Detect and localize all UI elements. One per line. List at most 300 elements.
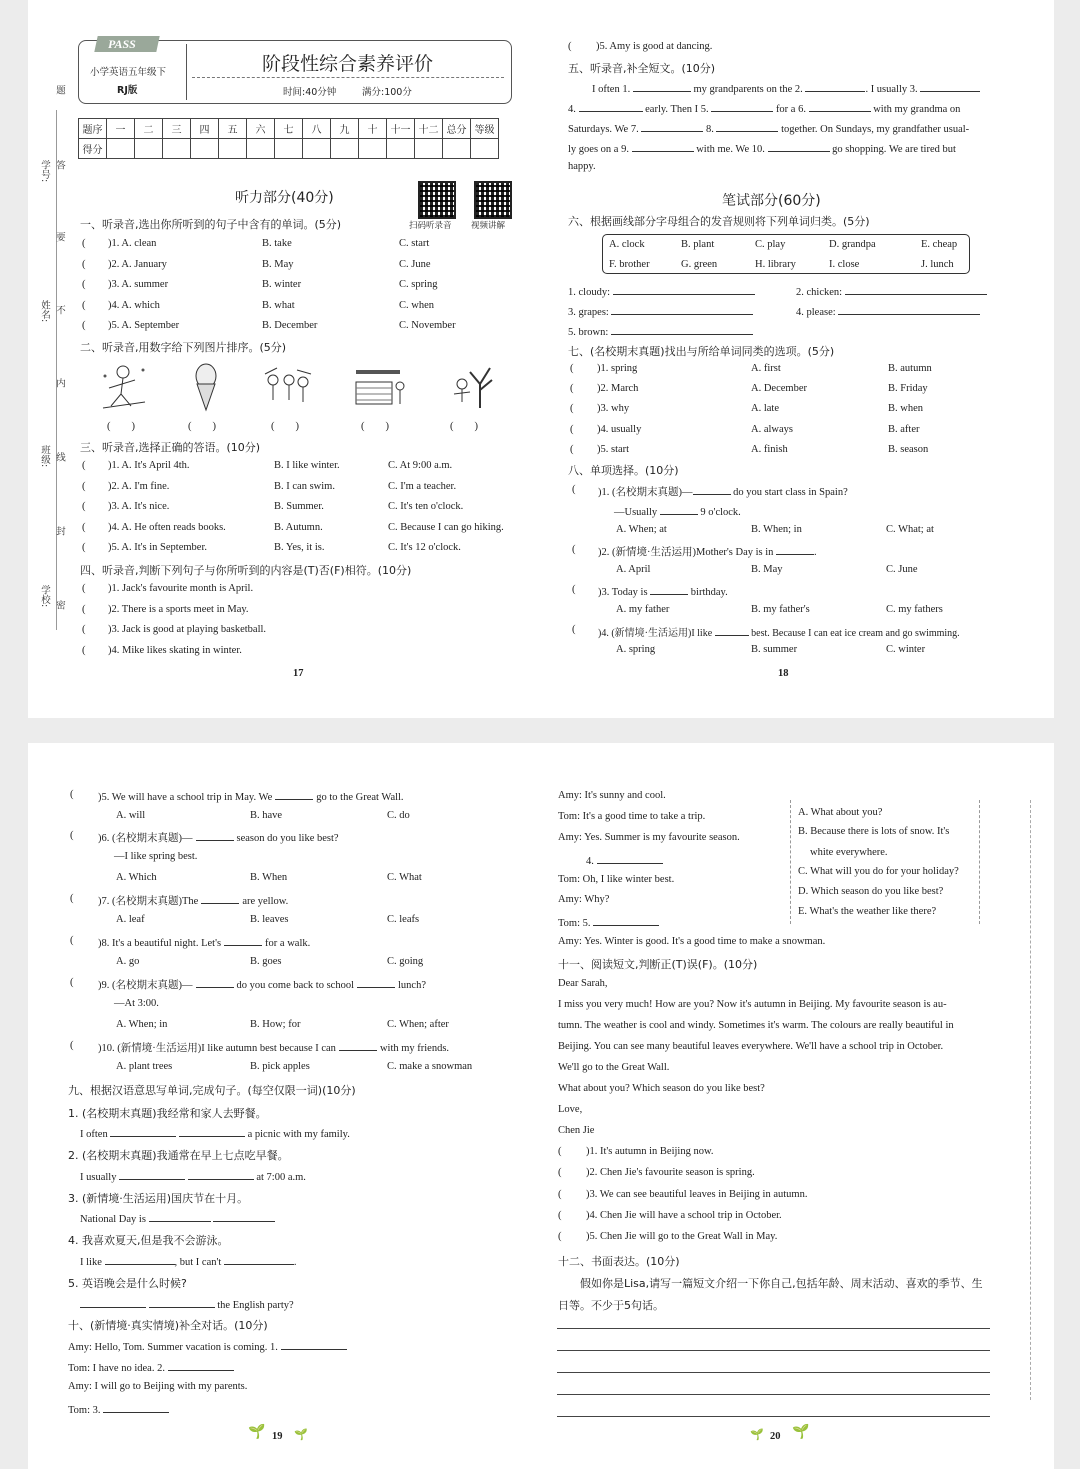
s1-b-4: B. what (262, 299, 295, 311)
s4-paren-4[interactable]: ( (82, 644, 86, 656)
score-header-cell: 十 (359, 119, 387, 139)
writing-line-1[interactable] (557, 1328, 990, 1329)
s11-item-2: )2. Chen Jie's favourite season is spring. (586, 1167, 755, 1179)
p19-question-9 (98, 977, 426, 992)
score-entry-cell[interactable] (443, 139, 471, 159)
s3-b-4: B. Autumn. (274, 521, 323, 533)
s9-i1b: a picnic with my family. (247, 1129, 350, 1140)
p19-q5-opt-2: C. do (387, 810, 410, 821)
p19-q5-blank-1[interactable] (275, 789, 313, 800)
s10-b3[interactable] (103, 1402, 169, 1413)
s3-paren-5[interactable]: ( (82, 542, 86, 553)
s8-q4-opt-c: C. winter (886, 644, 926, 655)
blank-6[interactable] (809, 101, 871, 112)
p19-paren-6[interactable]: ( (70, 830, 74, 841)
header-divider (186, 44, 187, 100)
blank-7[interactable] (641, 121, 703, 132)
kids-tree-picture (440, 362, 500, 412)
qr-code-video[interactable] (474, 181, 512, 219)
p20-blank-5[interactable] (593, 915, 659, 926)
opt-b: B. Because there is lots of snow. It's (798, 826, 950, 837)
score-table (78, 118, 499, 159)
s5-l5: happy. (568, 161, 596, 172)
word-g: G. green (681, 259, 718, 270)
word-h: H. library (755, 259, 796, 270)
p19-q8-blank-1[interactable] (224, 935, 262, 946)
title-rule (192, 77, 504, 78)
s8-q4-paren: ( (572, 624, 576, 635)
margin-label-school: 学校: (39, 585, 50, 608)
p19-q10-blank-1[interactable] (339, 1040, 377, 1051)
margin-cut-2: 答 (54, 160, 65, 170)
s7-paren-5[interactable]: ( (570, 443, 574, 455)
pic-slot-2[interactable]: ( ) (188, 421, 216, 432)
p18-paren: ( (568, 41, 572, 52)
score-header-cell: 三 (163, 119, 191, 139)
s8-q1: )1. (名校期末真题)— (598, 487, 693, 498)
s8-q3b: birthday. (690, 587, 728, 598)
p19-q7-opt-0: A. leaf (116, 914, 145, 925)
s9-b5[interactable] (149, 1211, 211, 1222)
s8-q3: )3. Today is (598, 587, 648, 598)
s10-l1: Amy: Hello, Tom. Summer vacation is coming. 1. (68, 1342, 278, 1353)
s11-paren-3[interactable]: ( (558, 1188, 562, 1200)
p19-paren-5[interactable]: ( (70, 789, 74, 800)
section-3-title: 三、听录音,选择正确的答语。(10分) (80, 441, 261, 454)
p19-question-8 (98, 935, 310, 949)
score-entry-cell[interactable] (247, 139, 275, 159)
page-number-17: 17 (293, 668, 304, 679)
s1-paren-1[interactable]: ( (82, 238, 86, 249)
s5-l1b: my grandparents on the 2. (693, 84, 803, 95)
s7-b-3: B. when (888, 403, 923, 415)
s9-i2b: at 7:00 a.m. (256, 1172, 306, 1183)
s4-paren-1[interactable]: ( (82, 583, 86, 594)
p19-q8-opt-2: C. going (387, 956, 424, 967)
s7-paren-1[interactable]: ( (570, 363, 574, 374)
p19-q6-part-1: )6. (名校期末真题)— (98, 833, 193, 844)
s3-c-1: C. At 9:00 a.m. (388, 460, 453, 471)
margin-cut-6: 线 (54, 452, 65, 462)
edition-label: RJ版 (117, 85, 138, 96)
p19-q9-blank-1[interactable] (196, 977, 234, 988)
s1-paren-5[interactable]: ( (82, 320, 86, 331)
s10-b1[interactable] (281, 1339, 347, 1350)
p19-question-10 (98, 1040, 449, 1055)
opt-a: A. What about you? (798, 807, 883, 818)
pic-slot-5[interactable]: ( ) (450, 421, 478, 432)
p20-blank-4[interactable] (597, 853, 663, 864)
p19-q8-part-1: )8. It's a beautiful night. Let's (98, 938, 222, 949)
s8-q2-blank[interactable] (776, 544, 814, 555)
section-2-title: 二、听录音,用数字给下列图片排序。(5分) (80, 341, 287, 354)
writing-line-3[interactable] (557, 1372, 990, 1373)
letter-line-6: What about you? Which season do you like best? (558, 1083, 765, 1094)
p19-q6-opt-2: C. What (387, 872, 422, 883)
s1-paren-3[interactable]: ( (82, 279, 86, 290)
subject-label: 小学英语五年级下 (90, 67, 167, 78)
p19-q8-opt-1: B. goes (250, 956, 282, 967)
s1-q-1: )1. A. clean (108, 238, 157, 249)
s6-q4: 4. please: (796, 307, 836, 318)
section-7-title: 七、(名校期末真题)找出与所给单词同类的选项。(5分) (568, 345, 835, 358)
s6-q2: 2. chicken: (796, 287, 843, 298)
leaf-ornament-right: 🌱 (294, 1429, 308, 1441)
score-entry-cell[interactable] (387, 139, 415, 159)
s1-c-1: C. start (399, 238, 430, 249)
s1-c-2: C. June (399, 258, 431, 270)
s3-c-5: C. It's 12 o'clock. (388, 542, 461, 553)
children-leaves-picture (257, 362, 317, 412)
p20-d2: Tom: It's a good time to take a trip. (558, 811, 706, 822)
s8-q4-blank[interactable] (715, 625, 749, 636)
leaf-ornament-right-20: 🌱 (792, 1425, 810, 1440)
s1-c-4: C. when (399, 299, 434, 311)
p19-q9-blank-2[interactable] (357, 977, 395, 988)
score-entry-cell[interactable] (107, 139, 135, 159)
opt-e: E. What's the weather like there? (798, 906, 937, 917)
s9-b8[interactable] (224, 1254, 294, 1265)
score-entry-cell[interactable] (219, 139, 247, 159)
s5-l1a: I often 1. (592, 84, 631, 95)
blank-2[interactable] (805, 81, 865, 92)
word-i: I. close (829, 259, 860, 270)
p19-q9-opt-1: B. How; for (250, 1019, 301, 1030)
letter-line-3: tumn. The weather is cool and windy. Sometimes it's warm. The colours are really beautiful in (558, 1020, 954, 1031)
s11-paren-2[interactable]: ( (558, 1167, 562, 1179)
margin-cut-8: 密 (54, 600, 65, 610)
page-number-19: 19 (272, 1431, 283, 1442)
section-1-title: 一、听录音,选出你所听到的句子中含有的单词。(5分) (80, 218, 342, 231)
s10-b2[interactable] (168, 1360, 234, 1371)
s1-b-2: B. May (262, 258, 294, 270)
pic-slot-4[interactable]: ( ) (361, 421, 389, 432)
blank-9[interactable] (632, 141, 694, 152)
score-header-cell: 一 (107, 119, 135, 139)
p19-q9-part-3: lunch? (398, 980, 427, 991)
word-c: C. play (755, 239, 786, 250)
p19-paren-7[interactable]: ( (70, 893, 74, 904)
score-header-cell: 二 (135, 119, 163, 139)
word-d: D. grandpa (829, 239, 876, 250)
s11-paren-5[interactable]: ( (558, 1231, 562, 1243)
p19-q5-opt-0: A. will (116, 810, 146, 821)
s5-l1c: . I usually 3. (865, 84, 918, 95)
s11-item-4: )4. Chen Jie will have a school trip in October. (586, 1209, 782, 1221)
s8-q1b: do you start class in Spain? (733, 487, 848, 498)
score-header-cell: 题序 (79, 119, 107, 139)
s7-paren-3[interactable]: ( (570, 403, 574, 415)
margin-label-class: 班级: (39, 445, 50, 468)
section-9-title: 九、根据汉语意思写单词,完成句子。(每空仅限一词)(10分) (68, 1084, 356, 1097)
p19-q6-blank-1[interactable] (196, 830, 234, 841)
s9-i4b: , but I can't (174, 1257, 222, 1268)
s7-a-4: A. always (751, 423, 793, 435)
p19-q10-opt-1: B. pick apples (250, 1061, 310, 1072)
p19-q8-opt-0: A. go (116, 956, 140, 967)
margin-label-id: 学号: (39, 160, 50, 183)
s8-q1-blank[interactable] (693, 484, 731, 495)
p19-q6-opt-0: A. Which (116, 872, 157, 883)
s1-paren-2[interactable]: ( (82, 258, 86, 270)
qr-code-audio[interactable] (418, 181, 456, 219)
s1-q-5: )5. A. September (108, 320, 180, 331)
s9-b9[interactable] (80, 1297, 146, 1308)
s6-q3: 3. grapes: (568, 307, 609, 318)
p19-paren-8[interactable]: ( (70, 935, 74, 946)
s9-i3: 3. (新情境·生活运用)国庆节在十月。 (68, 1192, 249, 1205)
written-title: 笔试部分(60分) (722, 193, 821, 209)
s7-b-4: B. after (888, 423, 920, 435)
s7-a-3: A. late (751, 403, 779, 415)
page-number-20: 20 (770, 1431, 781, 1442)
s3-c-4: C. Because I can go hiking. (388, 521, 504, 533)
s7-b-2: B. Friday (888, 383, 928, 395)
s11-item-3: )3. We can see beautiful leaves in Beijing in autumn. (586, 1188, 808, 1200)
s8-q1-paren: ( (572, 484, 576, 495)
s11-item-1: )1. It's autumn in Beijing now. (586, 1146, 714, 1157)
p19-question-6 (98, 830, 339, 845)
s1-paren-4[interactable]: ( (82, 299, 86, 311)
s3-q-2: )2. A. I'm fine. (108, 480, 170, 492)
s4-item-3: )3. Jack is good at playing basketball. (108, 624, 267, 635)
p19-q10-opt-0: A. plant trees (116, 1061, 173, 1072)
s7-b-1: B. autumn (888, 363, 932, 374)
s9-b1[interactable] (110, 1126, 176, 1137)
s7-q-1: )1. spring (597, 363, 638, 374)
score-header-cell: 四 (191, 119, 219, 139)
qr-audio-label: 扫码听录音 (409, 221, 452, 231)
s9-b2[interactable] (179, 1126, 245, 1137)
score-entry-cell[interactable] (191, 139, 219, 159)
s1-b-3: B. winter (262, 279, 302, 290)
s8-q3-blank[interactable] (650, 584, 688, 595)
blank-8[interactable] (716, 121, 778, 132)
writing-line-5[interactable] (557, 1416, 990, 1417)
score-header-cell: 十一 (387, 119, 415, 139)
s11-item-5: )5. Chen Jie will go to the Great Wall in May. (586, 1231, 778, 1243)
p19-q10-opt-2: C. make a snowman (387, 1061, 473, 1072)
page-title: 阶段性综合素养评价 (262, 53, 434, 75)
s4-paren-3[interactable]: ( (82, 624, 86, 635)
score-entry-cell[interactable] (275, 139, 303, 159)
s8-q1d: 9 o'clock. (700, 507, 741, 518)
leaf-ornament-left: 🌱 (248, 1425, 266, 1440)
s6-blank-2[interactable] (845, 284, 987, 295)
word-j: J. lunch (921, 259, 954, 270)
qr-video-label: 视频讲解 (471, 221, 506, 231)
s7-paren-4[interactable]: ( (570, 423, 574, 435)
s5-l4b: with me. We 10. (696, 144, 765, 155)
p19-q9-part-1: )9. (名校期末真题)— (98, 980, 193, 991)
p18-top-item: )5. Amy is good at dancing. (596, 41, 713, 52)
s9-i1: 1. (名校期末真题)我经常和家人去野餐。 (68, 1107, 267, 1120)
score-header-cell: 十二 (415, 119, 443, 139)
s3-q-3: )3. A. It's nice. (108, 501, 170, 512)
s4-paren-2[interactable]: ( (82, 603, 86, 615)
p19-q8-part-2: for a walk. (265, 938, 311, 949)
word-e: E. cheap (921, 239, 958, 250)
score-entry-cell[interactable] (415, 139, 443, 159)
p19-q7-blank-1[interactable] (201, 893, 239, 904)
score-entry-cell[interactable] (331, 139, 359, 159)
p20-d4: 4. (586, 856, 594, 867)
s6-blank-3[interactable] (611, 304, 753, 315)
p19-paren-9[interactable]: ( (70, 977, 74, 988)
section-6-title: 六、根据画线部分字母组合的发音规则将下列单词归类。(5分) (568, 215, 870, 228)
p20-d8: Amy: Yes. Winter is good. It's a good time to make a snowman. (558, 936, 826, 947)
s8-q4: )4. (新情境·生活运用)I like (598, 628, 713, 639)
p19-q10-part-1: )10. (新情境·生活运用)I like autumn best because I can (98, 1043, 336, 1054)
logo: PASS (108, 37, 136, 51)
s5-l2d: with my grandma on (873, 104, 961, 115)
blank-1[interactable] (633, 81, 691, 92)
s5-l2b: early. Then I 5. (645, 104, 709, 115)
s3-paren-3[interactable]: ( (82, 501, 86, 512)
writing-line-2[interactable] (557, 1350, 990, 1351)
s8-q2: )2. (新情境·生活运用)Mother's Day is in (598, 547, 774, 558)
p19-q6-part-2: season do you like best? (236, 833, 339, 844)
score-entry-cell[interactable] (163, 139, 191, 159)
s7-q-5: )5. start (597, 443, 630, 455)
score-entry-cell[interactable] (471, 139, 499, 159)
s6-blank-4[interactable] (838, 304, 980, 315)
score-entry-cell[interactable] (135, 139, 163, 159)
s10-l3: Amy: I will go to Beijing with my parents. (68, 1381, 248, 1392)
margin-cut-3: 要 (54, 232, 65, 242)
letter-line-2: I miss you very much! How are you? Now it's autumn in Beijing. My favourite season is au- (558, 999, 947, 1010)
s1-b-5: B. December (262, 320, 318, 331)
s8-q3-opt-c: C. my fathers (886, 604, 943, 615)
s1-c-5: C. November (399, 320, 456, 331)
p19-q5-part-2: go to the Great Wall. (316, 792, 404, 803)
letter-line-8: Chen Jie (558, 1125, 595, 1136)
s3-q-5: )5. A. It's in September. (108, 542, 208, 553)
s8-q3-opt-b: B. my father's (751, 604, 810, 615)
s9-b7[interactable] (105, 1254, 175, 1265)
score-entry-cell[interactable] (359, 139, 387, 159)
s3-b-5: B. Yes, it is. (274, 542, 325, 553)
p20-d1: Amy: It's sunny and cool. (558, 790, 666, 801)
word-b: B. plant (681, 239, 715, 250)
s5-l2a: 4. (568, 104, 576, 115)
s11-paren-4[interactable]: ( (558, 1209, 562, 1221)
s9-b6[interactable] (213, 1211, 275, 1222)
s8-q1-blank2[interactable] (660, 504, 698, 515)
s7-q-2: )2. March (597, 383, 639, 395)
p19-q6-reply: —I like spring best. (114, 851, 198, 862)
s7-a-2: A. December (751, 383, 807, 395)
s9-b3[interactable] (119, 1169, 185, 1180)
s11-paren-1[interactable]: ( (558, 1146, 562, 1157)
s3-b-1: B. I like winter. (274, 460, 340, 471)
pic-slot-1[interactable]: ( ) (107, 421, 135, 432)
s9-i2: 2. (名校期末真题)我通常在早上七点吃早餐。 (68, 1149, 289, 1162)
blank-10[interactable] (768, 141, 830, 152)
s8-q2-paren: ( (572, 544, 576, 555)
p19-q9-reply: —At 3:00. (114, 998, 159, 1009)
s1-q-4: )4. A. which (108, 299, 160, 311)
opt-c: C. What will you do for your holiday? (798, 866, 959, 877)
s3-c-2: C. I'm a teacher. (388, 480, 457, 492)
s6-blank-1[interactable] (613, 284, 755, 295)
s8-q4b: best. Because I can eat ice cream and go swimming. (751, 628, 960, 639)
s1-b-1: B. take (262, 238, 292, 249)
s3-b-2: B. I can swim. (274, 480, 335, 492)
p20-d5: Tom: Oh, I like winter best. (558, 874, 675, 885)
s5-l3c: together. On Sundays, my grandfather usual- (781, 124, 970, 135)
p19-question-7 (98, 893, 288, 908)
s9-b10[interactable] (149, 1297, 215, 1308)
s3-q-1: )1. A. It's April 4th. (108, 460, 190, 471)
opt-b-cont: white everywhere. (810, 847, 888, 858)
writing-line-4[interactable] (557, 1394, 990, 1395)
p19-q10-part-2: with my friends. (379, 1043, 450, 1054)
s8-q2-opt-a: A. April (616, 564, 651, 575)
s3-paren-1[interactable]: ( (82, 460, 86, 471)
score-info: 满分:100分 (362, 87, 412, 98)
time-info: 时间:40分钟 (283, 87, 337, 98)
blank-5[interactable] (711, 101, 773, 112)
p19-q7-part-2: are yellow. (242, 896, 289, 907)
s9-b4[interactable] (188, 1169, 254, 1180)
p20-d3: Amy: Yes. Summer is my favourite season. (558, 832, 740, 843)
s3-paren-4[interactable]: ( (82, 521, 86, 533)
p19-q9-part-2: do you come back to school (236, 980, 355, 991)
s7-a-1: A. first (751, 363, 781, 374)
s4-item-2: )2. There is a sports meet in May. (108, 603, 249, 615)
ice-cream-picture (176, 362, 236, 412)
s7-paren-2[interactable]: ( (570, 383, 574, 395)
s3-c-3: C. It's ten o'clock. (388, 501, 464, 512)
s9-i4a: I like (80, 1257, 102, 1268)
s5-l2c: for a 6. (775, 104, 806, 115)
s4-item-4: )4. Mike likes skating in winter. (108, 644, 242, 656)
listening-title: 听力部分(40分) (235, 190, 334, 206)
pic-slot-3[interactable]: ( ) (271, 421, 299, 432)
s7-q-3: )3. why (597, 403, 630, 415)
score-header-cell: 七 (275, 119, 303, 139)
margin-cut-5: 内 (54, 378, 65, 388)
margin-cut-line (56, 110, 57, 630)
p19-q7-opt-1: B. leaves (250, 914, 289, 925)
s9-i1a: I often (80, 1129, 108, 1140)
s6-blank-5[interactable] (611, 324, 753, 335)
letter-line-7: Love, (558, 1104, 583, 1115)
score-entry-cell[interactable] (303, 139, 331, 159)
section-10-title: 十、(新情境·真实情境)补全对话。(10分) (68, 1319, 268, 1332)
s6-q1: 1. cloudy: (568, 287, 610, 298)
s8-q1-opt-a: A. When; at (616, 524, 667, 535)
letter-line-1: Dear Sarah, (558, 978, 608, 989)
s8-q3-paren: ( (572, 584, 576, 595)
s8-q2-opt-b: B. May (751, 564, 783, 575)
s8-q2-opt-c: C. June (886, 564, 918, 575)
blank-4[interactable] (579, 101, 643, 112)
margin-cut-7: 封 (54, 526, 65, 536)
s1-q-3: )3. A. summer (108, 279, 169, 290)
p20-d6: Amy: Why? (558, 894, 610, 905)
s7-b-5: B. season (888, 443, 929, 455)
s3-paren-2[interactable]: ( (82, 480, 86, 492)
p19-q6-opt-1: B. When (250, 872, 288, 883)
blank-3[interactable] (920, 81, 980, 92)
p19-paren-10[interactable]: ( (70, 1040, 74, 1051)
s8-q1-opt-c: C. What; at (886, 524, 934, 535)
score-header-cell: 六 (247, 119, 275, 139)
margin-cut-4: 不 (54, 305, 65, 315)
p19-question-5 (98, 789, 404, 803)
